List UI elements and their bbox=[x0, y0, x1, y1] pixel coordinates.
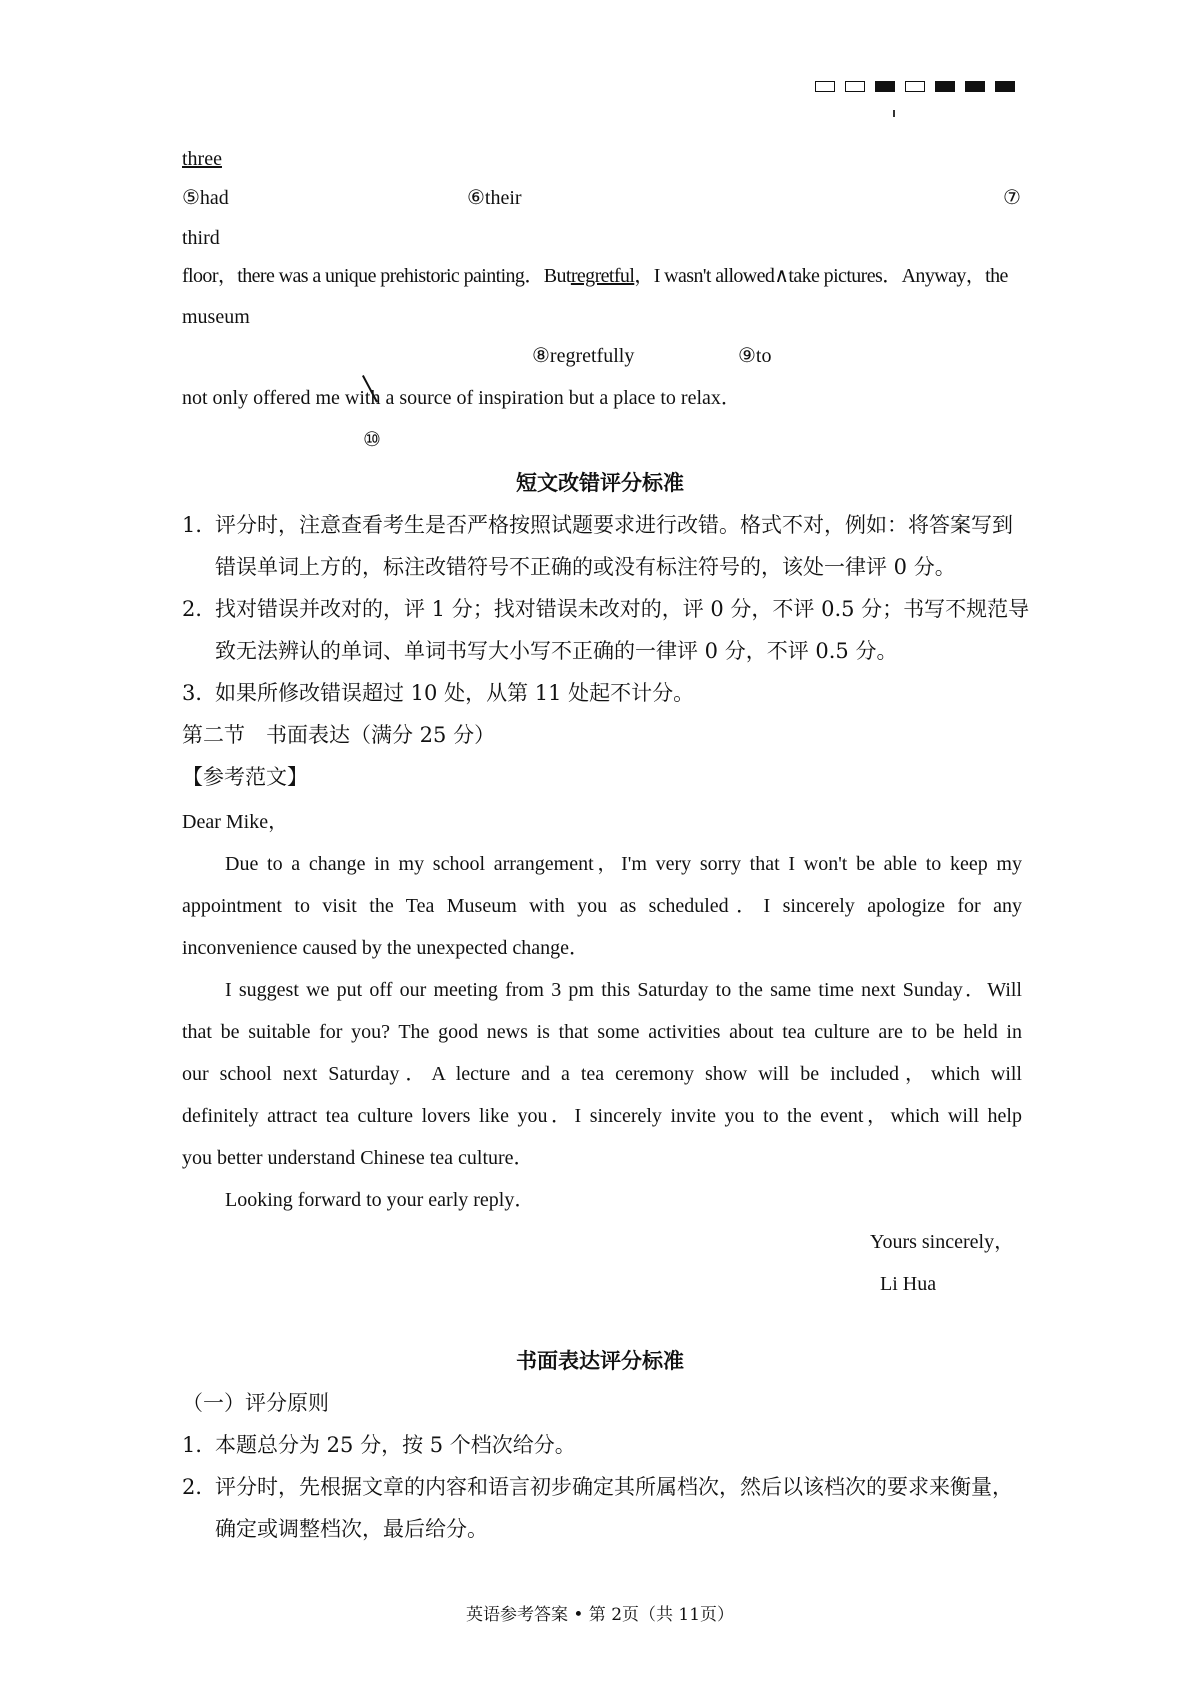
page-footer: 英语参考答案 • 第 2页（共 11页） bbox=[465, 1605, 735, 1625]
floor-text-a: floor，there was a unique prehistoric painting．But bbox=[182, 265, 571, 287]
correction-9: ⑨to bbox=[738, 345, 772, 367]
sample-label: 【参考范文】 bbox=[182, 765, 308, 789]
correction-6: ⑥their bbox=[467, 187, 522, 209]
letter-p2-line: definitely attract tea culture lovers like you．I sincerely invite you to the event，which will help bbox=[182, 1105, 1022, 1127]
header-mark bbox=[875, 81, 895, 92]
letter-signature: Li Hua bbox=[880, 1273, 937, 1295]
principle-1-line1: 本题总分为 25 分，按 5 个档次给分。 bbox=[215, 1433, 576, 1457]
rule-1-line2: 错误单词上方的，标注改错符号不正确的或没有标注符号的，该处一律评 0 分。 bbox=[215, 555, 956, 579]
header-mark bbox=[815, 81, 835, 92]
correction-5: ⑤had bbox=[182, 187, 229, 209]
correction-word-third: third bbox=[182, 227, 220, 249]
correction-8: ⑧regretfully bbox=[532, 345, 635, 367]
correction-word-three: three bbox=[182, 148, 222, 170]
header-mark bbox=[965, 81, 985, 92]
header-mark bbox=[935, 81, 955, 92]
principle-1-num: 1． bbox=[182, 1433, 217, 1457]
correction-line-floor bbox=[182, 264, 1024, 288]
header-mark bbox=[905, 81, 925, 92]
correction-word-museum: museum bbox=[182, 306, 250, 328]
floor-text-b: ，I wasn't allowed∧take pictures．Anyway，the bbox=[634, 265, 1008, 287]
letter-p1-line: appointment to visit the Tea Museum with you as scheduled．I sincerely apologize for any bbox=[182, 895, 1022, 917]
principle-2-line2: 确定或调整档次，最后给分。 bbox=[215, 1517, 488, 1541]
principle-2-num: 2． bbox=[182, 1475, 217, 1499]
correction-7: ⑦ bbox=[1003, 187, 1021, 209]
header-mark bbox=[845, 81, 865, 92]
letter-salutation: Dear Mike， bbox=[182, 811, 289, 833]
word-regretful: regretful bbox=[570, 265, 635, 287]
rule-1-line1: 评分时，注意查看考生是否严格按照试题要求进行改错。格式不对，例如：将答案写到 bbox=[215, 513, 1013, 537]
letter-p2-line: that be suitable for you? The good news is that some activities about tea culture are to be held in bbox=[182, 1021, 1022, 1043]
correction-10: ⑩ bbox=[363, 429, 381, 451]
correction-line-not-only: not only offered me with a source of inspiration but a place to relax． bbox=[182, 387, 741, 409]
letter-p2-line: I suggest we put off our meeting from 3 pm this Saturday to the same time next Sunday．Will bbox=[225, 979, 1022, 1001]
rule-1-num: 1． bbox=[182, 513, 217, 537]
letter-p1-line: Due to a change in my school arrangement，I'm very sorry that I won't be able to keep my bbox=[225, 853, 1022, 875]
rule-2-line1: 找对错误并改对的，评 1 分；找对错误未改对的，评 0 分，不评 0.5 分；书写不规范导 bbox=[215, 597, 1030, 621]
rule-2-num: 2． bbox=[182, 597, 217, 621]
rule-3-line1: 如果所修改错误超过 10 处，从第 11 处起不计分。 bbox=[215, 681, 695, 705]
header-marks bbox=[815, 81, 1015, 92]
principle-2-line1: 评分时，先根据文章的内容和语言初步确定其所属档次，然后以该档次的要求来衡量， bbox=[215, 1475, 1013, 1499]
letter-p2-line: you better understand Chinese tea culture． bbox=[182, 1147, 534, 1169]
letter-p3: Looking forward to your early reply． bbox=[225, 1189, 535, 1211]
letter-p2-line: our school next Saturday．A lecture and a tea ceremony show will be included，which will bbox=[182, 1063, 1022, 1085]
principles-title: （一）评分原则 bbox=[182, 1391, 329, 1415]
header-mark bbox=[995, 81, 1015, 92]
letter-closing: Yours sincerely， bbox=[870, 1231, 1015, 1253]
rule-3-num: 3． bbox=[182, 681, 217, 705]
writing-title: 书面表达评分标准 bbox=[516, 1348, 684, 1373]
section2-title: 第二节 书面表达（满分 25 分） bbox=[182, 723, 496, 747]
header-tick bbox=[893, 110, 895, 117]
letter-p1-line: inconvenience caused by the unexpected change． bbox=[182, 937, 590, 959]
grading-title: 短文改错评分标准 bbox=[516, 470, 684, 495]
rule-2-line2: 致无法辨认的单词、单词书写大小写不正确的一律评 0 分，不评 0.5 分。 bbox=[215, 639, 898, 663]
